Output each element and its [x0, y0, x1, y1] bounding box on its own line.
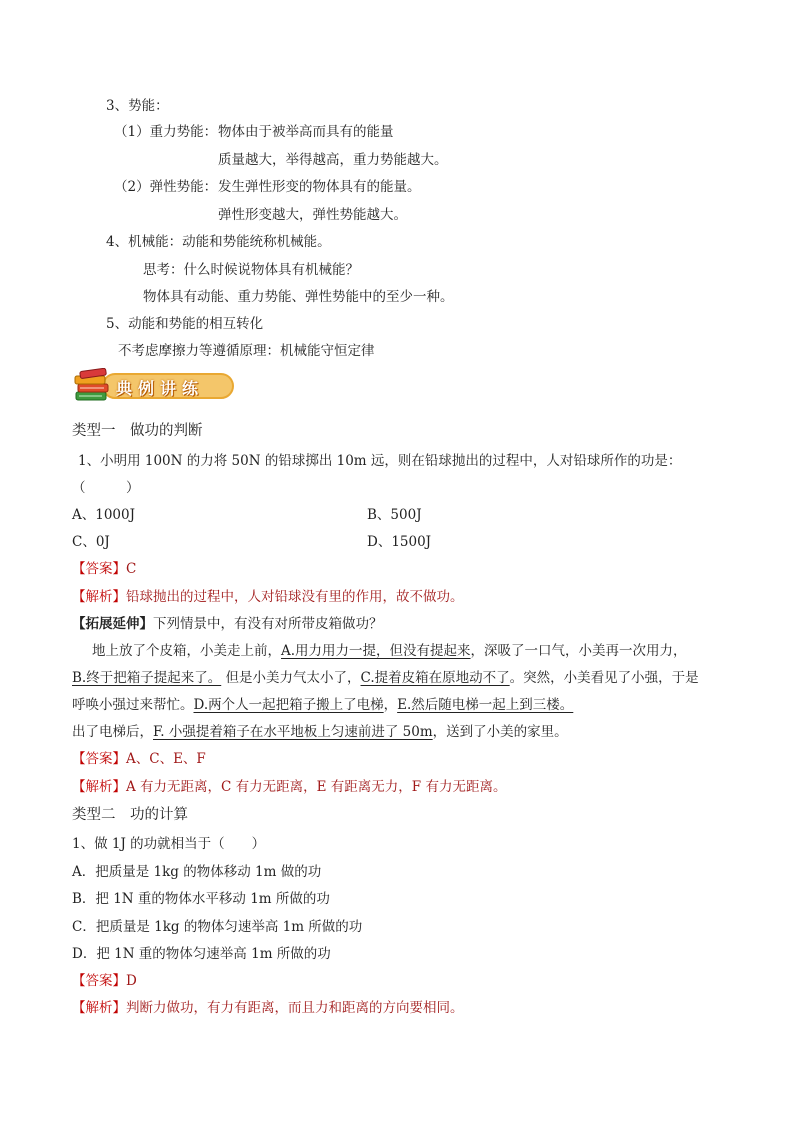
- scenario-text: 呼唤小强过来帮忙。: [72, 697, 194, 713]
- type2-opt-d: D．把 1N 重的物体匀速举高 1m 所做的功: [72, 946, 331, 962]
- scenario-text: ，深吸了一口气，小美再一次用力，: [470, 643, 687, 659]
- type1-q1: 1、小明用 100N 的力将 50N 的铅球掷出 10m 远，则在铅球抛出的过程中，人对铅球所作的功是：: [78, 453, 682, 469]
- scenario-item-f: F. 小强提着箱子在水平地板上匀速前进了 50m: [153, 724, 433, 740]
- answer-value: A、C、E、F: [126, 751, 206, 767]
- elastic-label: （2）弹性势能：: [114, 179, 218, 195]
- scenario-item-e: E.然后随电梯一起上到三楼。: [397, 697, 574, 713]
- explanation-text: 铅球抛出的过程中，人对铅球没有里的作用，故不做功。: [126, 589, 464, 605]
- scenario-line-2: [72, 668, 699, 688]
- explanation-label: 【解析】: [72, 779, 126, 795]
- type2-q1: 1、做 1J 的功就相当于（ ）: [72, 836, 266, 852]
- scenario-line-1: [92, 641, 687, 661]
- scenario-line-3: [72, 695, 573, 715]
- type1-q1-paren: （ ）: [72, 480, 140, 496]
- extension-label: 【拓展延伸】: [72, 616, 153, 632]
- sec4-title: 4、机械能：动能和势能统称机械能。: [106, 234, 331, 250]
- scenario-text: 但是小美力气太小了，: [221, 670, 361, 686]
- answer-label: 【答案】: [72, 561, 126, 577]
- sec3-title: 3、势能：: [106, 98, 169, 114]
- type1-opt-c: C、0J: [72, 534, 110, 550]
- books-icon: [72, 368, 116, 404]
- scenario-text: 地上放了个皮箱，小美走上前，: [92, 643, 281, 659]
- type1-answer: [72, 559, 136, 579]
- type2-opt-c: C．把质量是 1kg 的物体匀速举高 1m 所做的功: [72, 919, 363, 935]
- sec5-title: 5、动能和势能的相互转化: [106, 316, 264, 332]
- type2-opt-b: B．把 1N 重的物体水平移动 1m 所做的功: [72, 891, 330, 907]
- gravity-label: （1）重力势能：: [114, 124, 218, 140]
- elastic-def: 发生弹性形变的物体具有的能量。: [218, 179, 421, 195]
- type1-opt-a: A、1000J: [72, 507, 136, 523]
- scenario-text: 出了电梯后，: [72, 724, 153, 740]
- answer-label: 【答案】: [72, 973, 126, 989]
- answer-label: 【答案】: [72, 751, 126, 767]
- explanation-text: A 有力无距离，C 有力无距离，E 有距离无力，F 有力无距离。: [126, 779, 507, 795]
- sec4-think: 思考：什么时候说物体具有机械能？: [143, 262, 359, 278]
- gravity-note: 质量越大，举得越高，重力势能越大。: [218, 152, 448, 168]
- type1-opt-d: D、1500J: [367, 534, 432, 550]
- elastic-note: 弹性形变越大，弹性势能越大。: [218, 207, 407, 223]
- scenario-text: 。突然，小美看见了小强，于是: [509, 670, 699, 686]
- type1-heading: 类型一 做功的判断: [72, 423, 203, 439]
- type1-answer-2: [72, 749, 206, 769]
- scenario-text: ，: [383, 697, 398, 713]
- example-banner: [72, 368, 238, 404]
- scenario-item-c: C.提着皮箱在原地动不了: [360, 670, 510, 686]
- type2-explanation: [72, 998, 464, 1018]
- answer-value: D: [126, 973, 137, 989]
- scenario-text: ，送到了小美的家里。: [432, 724, 568, 740]
- type2-answer: [72, 971, 137, 991]
- sec5-note: 不考虑摩擦力等遵循原理：机械能守恒定律: [118, 343, 375, 359]
- type1-opt-b: B、500J: [367, 507, 422, 523]
- answer-value: C: [126, 561, 137, 577]
- extension-text: 下列情景中，有没有对所带皮箱做功？: [153, 616, 383, 632]
- scenario-item-b: B.终于把箱子提起来了。: [72, 670, 222, 686]
- scenario-item-a: A.用力用力一提，但没有提起来: [281, 643, 471, 659]
- type1-explanation-2: [72, 777, 506, 797]
- scenario-line-4: [72, 722, 568, 742]
- explanation-label: 【解析】: [72, 1000, 126, 1016]
- sec4-answer: 物体具有动能、重力势能、弹性势能中的至少一种。: [143, 289, 454, 305]
- type2-heading: 类型二 功的计算: [72, 807, 188, 823]
- type2-opt-a: A．把质量是 1kg 的物体移动 1m 做的功: [72, 864, 322, 880]
- explanation-label: 【解析】: [72, 589, 126, 605]
- explanation-text: 判断力做功，有力有距离，而且力和距离的方向要相同。: [126, 1000, 464, 1016]
- scenario-item-d: D.两个人一起把箱子搬上了电梯: [193, 697, 384, 713]
- type1-explanation: [72, 587, 464, 607]
- gravity-def: 物体由于被举高而具有的能量: [218, 124, 394, 140]
- extension-question: [72, 614, 383, 634]
- banner-text: 典例讲练: [116, 379, 205, 398]
